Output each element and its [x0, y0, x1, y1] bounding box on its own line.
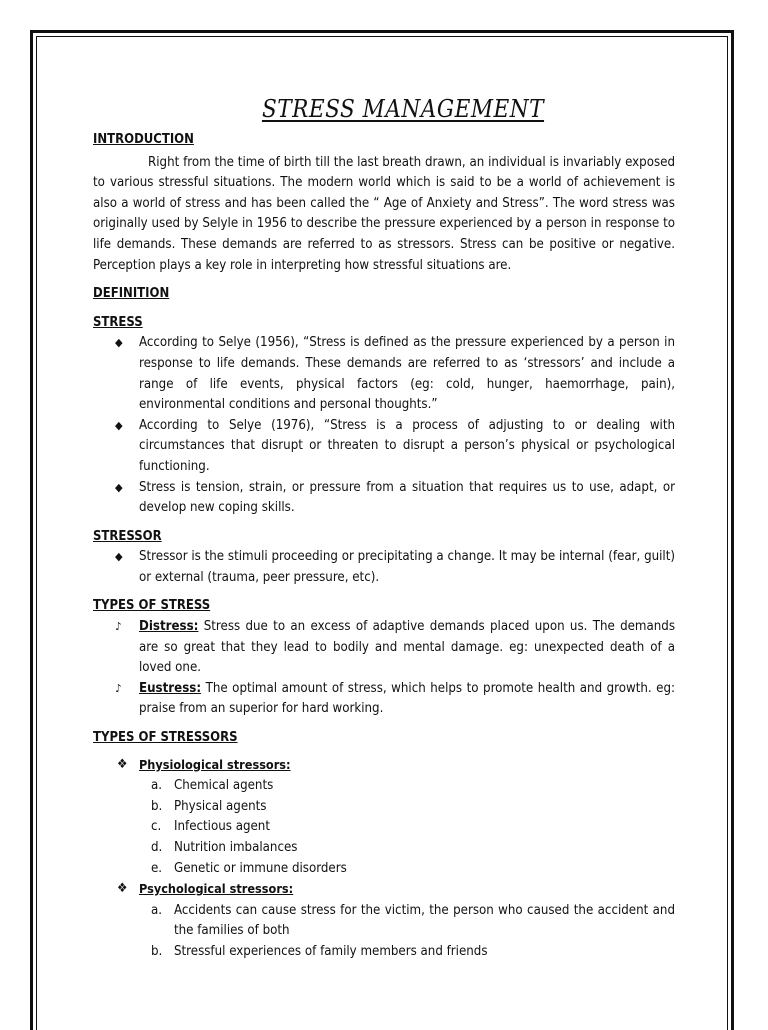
types-of-stressors-heading: TYPES OF STRESSORS — [93, 730, 238, 746]
list-item-text: Infectious agent — [174, 819, 270, 835]
list-item — [93, 478, 675, 519]
stressor-heading: STRESSOR — [93, 528, 162, 544]
list-item-text: Genetic or immune disorders — [174, 860, 347, 876]
list-item — [93, 333, 675, 415]
types-of-stress-list — [93, 617, 675, 720]
list-item-text: According to Selye (1976), “Stress is a process of adjusting to or dealing with circumstances that disrupt or threaten to disrupt a person’s physical or psychological functioning. — [139, 417, 675, 474]
list-item-text: According to Selye (1956), “Stress is defined as the pressure experienced by a person in response to life demands. These demands are referred to as ‘stressors’ and include a range of life events, physical factors (eg: cold, hunger, haemorrhage, pain), environmental conditions and personal thoughts.” — [139, 335, 675, 413]
list-letter: b. — [151, 798, 163, 814]
list-item-text: Nutrition imbalances — [174, 840, 298, 855]
psychological-stressors-label: Psychological stressors: — [139, 881, 294, 897]
four-diamond-bullet-icon: ❖ — [117, 756, 128, 772]
list-item — [139, 797, 675, 818]
list-item-text: Accidents can cause stress for the victim, the person who caused the accident and the families of both — [174, 902, 675, 939]
list-item — [139, 942, 675, 963]
list-item — [139, 901, 675, 942]
introduction-heading: INTRODUCTION — [93, 132, 194, 147]
list-item — [139, 776, 675, 797]
introduction-paragraph: Right from the time of birth till the last breath drawn, an individual is invariably exposed to various stressful situations. The modern world which is said to be a world of achievement is also a world of stress and has been called the “ Age of Anxiety and Stress”. The word stress was originally used by Selyle in 1956 to describe the pressure experienced by a person in response to life demands. These demands are referred to as stressors. Stress can be positive or negative. Perception plays a key role in interpreting how stressful situations are. — [93, 154, 675, 273]
physiological-stressors-label: Physiological stressors: — [139, 756, 291, 772]
music-note-icon: ♪ — [115, 620, 122, 634]
list-letter: d. — [151, 840, 163, 855]
physiological-stressors-list — [139, 776, 675, 879]
diamond-bullet-icon: ◆ — [115, 418, 123, 432]
list-item — [93, 755, 675, 880]
list-item-text: The optimal amount of stress, which helps to promote health and growth. eg: praise from an superior for hard working. — [139, 680, 675, 717]
list-item-text: Stress due to an excess of adaptive demands placed upon us. The demands are so great that they lead to bodily and mental damage. eg: unexpected death of a loved one. — [139, 619, 675, 676]
list-item-text: Stressor is the stimuli proceeding or precipitating a change. It may be internal (fear, guilt) or external (trauma, peer pressure, etc). — [139, 549, 675, 585]
four-diamond-bullet-icon: ❖ — [117, 881, 128, 897]
list-item — [139, 859, 675, 880]
diamond-bullet-icon: ◆ — [115, 480, 123, 494]
list-letter: b. — [151, 943, 163, 959]
list-item-text: Stressful experiences of family members and friends — [174, 943, 488, 959]
diamond-bullet-icon: ◆ — [115, 550, 123, 564]
diamond-bullet-icon: ◆ — [115, 336, 123, 350]
list-item — [93, 879, 675, 962]
stress-heading: STRESS — [93, 314, 143, 330]
stressor-types-list — [93, 755, 675, 963]
definition-heading: DEFINITION — [93, 286, 170, 302]
list-item — [139, 817, 675, 838]
psychological-stressors-list — [139, 901, 675, 963]
document-body — [93, 94, 675, 963]
list-item — [93, 416, 675, 478]
list-item — [93, 617, 675, 679]
term-distress: Distress: — [139, 619, 199, 635]
list-item-text: Stress is tension, strain, or pressure from a situation that requires us to use, adapt, or develop new coping skills. — [139, 479, 675, 516]
list-letter: c. — [151, 819, 162, 835]
list-letter: a. — [151, 902, 163, 918]
term-eustress: Eustress: — [139, 680, 202, 696]
list-item — [93, 679, 675, 720]
stressor-definition-list — [93, 547, 675, 588]
music-note-icon: ♪ — [115, 681, 122, 695]
list-item-text: Chemical agents — [174, 778, 274, 794]
types-of-stress-heading: TYPES OF STRESS — [93, 598, 211, 614]
document-title: STRESS MANAGEMENT — [261, 95, 545, 123]
list-letter: e. — [151, 860, 163, 876]
list-item — [139, 838, 675, 859]
list-item-text: Physical agents — [174, 798, 267, 814]
list-item — [93, 547, 675, 588]
list-letter: a. — [151, 778, 163, 794]
stress-definitions-list — [93, 333, 675, 518]
